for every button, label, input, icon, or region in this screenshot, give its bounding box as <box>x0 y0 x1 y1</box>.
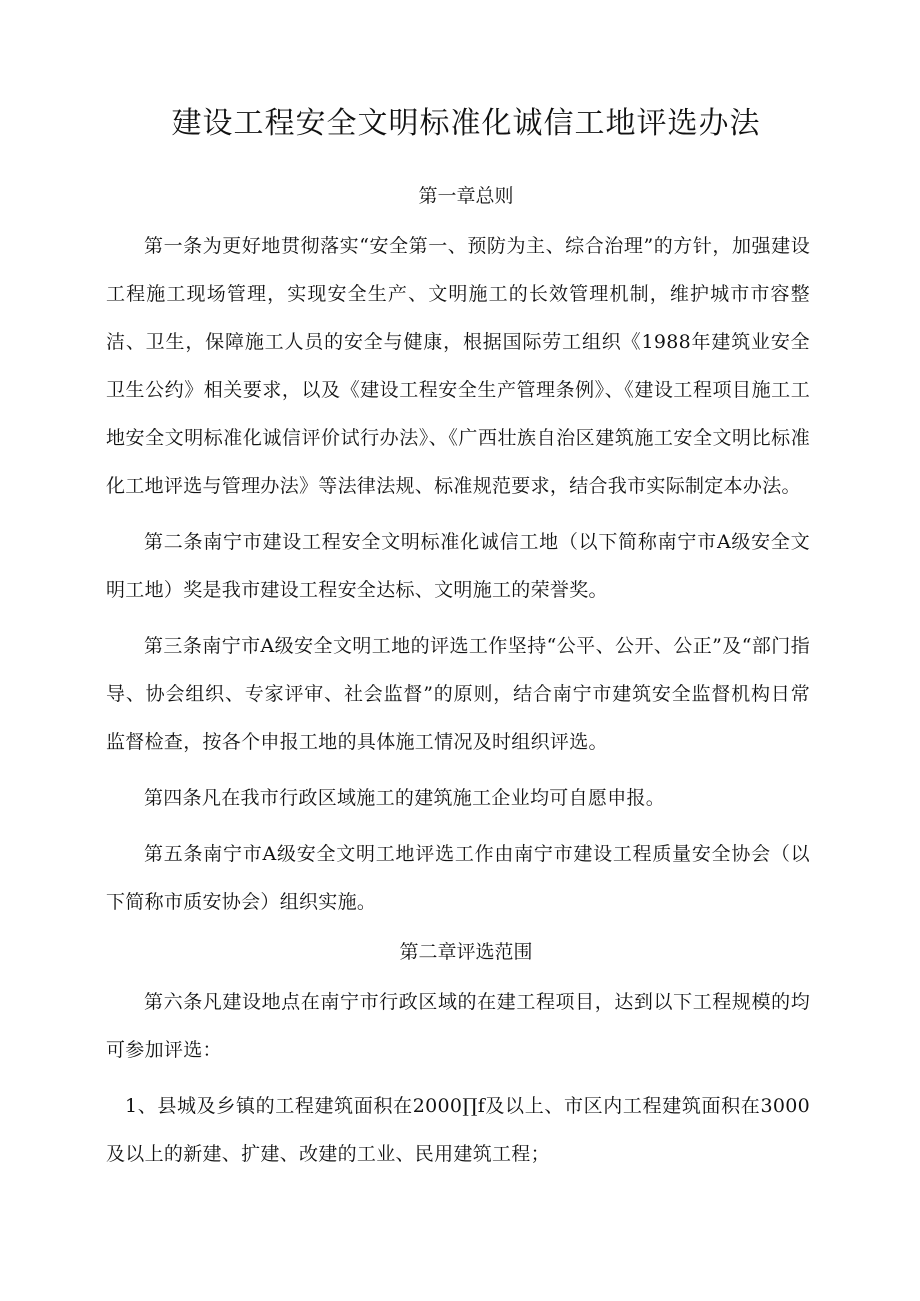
chapter-heading-scope: 第二章评选范围 <box>399 941 533 963</box>
article-4-paragraph: 第四条凡在我市行政区域施工的建筑施工企业均可自愿申报。 <box>144 787 666 809</box>
article-5-paragraph: 第五条南宁市A级安全文明工地评选工作由南宁市建设工程质量安全协会（以下简称市质安协会）组织实施。 <box>106 843 810 913</box>
document-title: 建设工程安全文明标准化诚信工地评选办法 <box>171 106 761 141</box>
article-6-paragraph: 第六条凡建设地点在南宁市行政区域的在建工程项目，达到以下工程规模的均可参加评选： <box>106 991 810 1061</box>
article-1-paragraph: 第一条为更好地贯彻落实“安全第一、预防为主、综合治理”的方针，加强建设工程施工现场管理，实现安全生产、文明施工的长效管理机制，维护城市市容整洁、卫生，保障施工人员的安全与健康，根据国际劳工组织《1988年建筑业安全卫生公约》相关要求，以及《建设工程安全生产管理条例》、《建设工程项目施工工地安全文明标准化诚信评价试行办法》、《广西壮族自治区建筑施工安全文明比标准化工地评选与管理办法》等法律法规、标准规范要求，结合我市实际制定本办法。 <box>106 235 810 497</box>
article-3-paragraph: 第三条南宁市A级安全文明工地的评选工作坚持“公平、公开、公正”及“部门指导、协会组织、专家评审、社会监督”的原则，结合南宁市建筑安全监督机构日常监督检查，按各个申报工地的具体施工情况及时组织评选。 <box>106 635 810 753</box>
chapter-heading-general: 第一章总则 <box>418 185 514 207</box>
article-2-paragraph: 第二条南宁市建设工程安全文明标准化诚信工地（以下简称南宁市A级安全文明工地）奖是我市建设工程安全达标、文明施工的荣誉奖。 <box>106 531 810 601</box>
scope-item-1: 1、县城及乡镇的工程建筑面积在2000∏f及以上、市区内工程建筑面积在3000及以上的新建、扩建、改建的工业、民用建筑工程； <box>106 1095 810 1165</box>
